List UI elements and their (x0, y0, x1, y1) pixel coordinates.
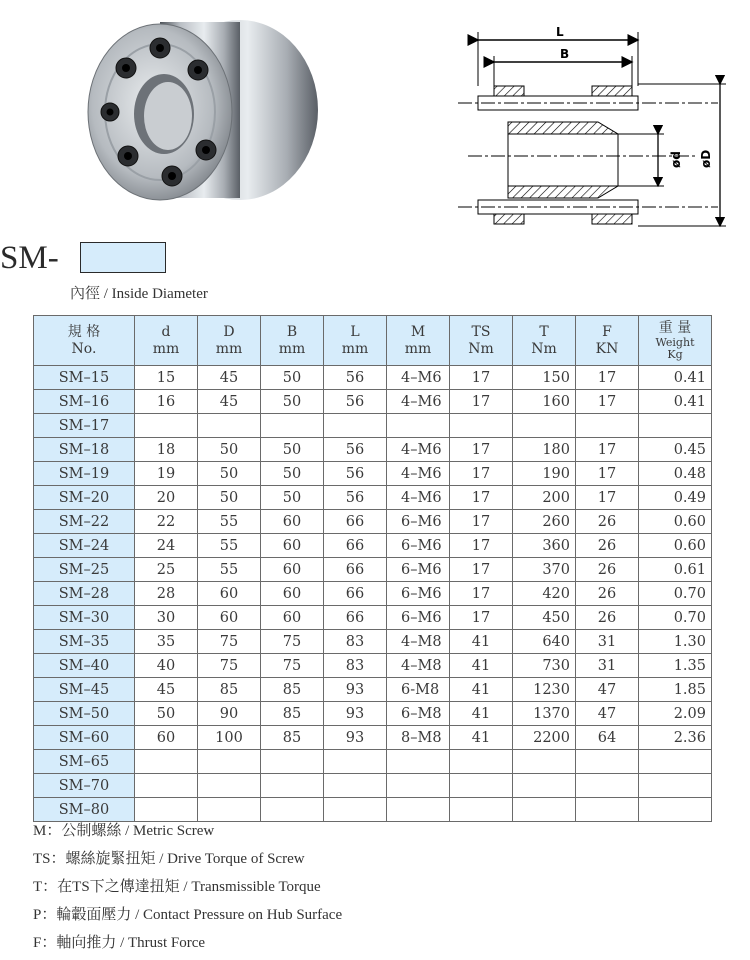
column-header-bottom: Kg (667, 348, 683, 361)
table-cell (198, 750, 261, 774)
table-cell: 56 (324, 390, 387, 414)
table-cell: 50 (261, 366, 324, 390)
table-cell: 41 (450, 630, 513, 654)
table-cell: 1230 (513, 678, 576, 702)
table-cell: 190 (513, 462, 576, 486)
table-cell: 0.60 (639, 534, 712, 558)
dim-label-L: L (556, 25, 564, 39)
table-cell: 30 (135, 606, 198, 630)
table-cell: 50 (261, 486, 324, 510)
table-cell: 56 (324, 462, 387, 486)
column-header (576, 316, 639, 366)
model-prefix: SM- (0, 240, 59, 276)
column-header-top: B (286, 323, 298, 340)
table-cell: 93 (324, 726, 387, 750)
table-cell: 6–M6 (387, 510, 450, 534)
table-cell: 41 (450, 678, 513, 702)
table-row (34, 702, 712, 726)
table-cell: 60 (198, 606, 261, 630)
table-cell (639, 750, 712, 774)
table-cell (576, 774, 639, 798)
column-header-top: TS (471, 323, 491, 340)
table-cell: 50 (261, 438, 324, 462)
table-cell: 90 (198, 702, 261, 726)
table-cell: 26 (576, 558, 639, 582)
table-cell: 20 (135, 486, 198, 510)
table-cell: 75 (198, 630, 261, 654)
table-cell: 360 (513, 534, 576, 558)
table-cell: 17 (450, 366, 513, 390)
table-cell: 85 (261, 678, 324, 702)
table-cell: 56 (324, 438, 387, 462)
table-cell (261, 774, 324, 798)
table-cell (261, 414, 324, 438)
table-cell: 66 (324, 510, 387, 534)
table-cell: 6–M6 (387, 558, 450, 582)
table-cell: 50 (198, 462, 261, 486)
table-cell: 0.48 (639, 462, 712, 486)
model-cell: SM–28 (34, 582, 135, 606)
table-cell: 50 (198, 486, 261, 510)
model-cell: SM–15 (34, 366, 135, 390)
table-cell: 730 (513, 654, 576, 678)
model-cell: SM–50 (34, 702, 135, 726)
table-cell: 26 (576, 510, 639, 534)
table-cell (450, 414, 513, 438)
column-header-top: T (539, 323, 549, 340)
table-cell: 85 (261, 702, 324, 726)
table-cell: 40 (135, 654, 198, 678)
table-cell: 17 (450, 438, 513, 462)
table-cell: 83 (324, 654, 387, 678)
table-row (34, 390, 712, 414)
table-cell: 0.45 (639, 438, 712, 462)
table-cell (513, 798, 576, 822)
column-header-bottom: mm (278, 340, 306, 357)
table-cell (135, 774, 198, 798)
note-line: M：公制螺絲 / Metric Screw (33, 823, 215, 839)
table-cell (261, 798, 324, 822)
table-cell: 0.41 (639, 366, 712, 390)
table-cell: 1370 (513, 702, 576, 726)
table-row (34, 798, 712, 822)
table-cell: 66 (324, 606, 387, 630)
table-cell: 41 (450, 726, 513, 750)
table-cell: 4–M6 (387, 438, 450, 462)
table-cell: 17 (576, 462, 639, 486)
column-header-top: L (350, 323, 360, 340)
column-header-top: D (223, 323, 235, 340)
model-cell: SM–45 (34, 678, 135, 702)
table-cell: 64 (576, 726, 639, 750)
column-header (34, 316, 135, 366)
table-cell: 0.41 (639, 390, 712, 414)
column-header (387, 316, 450, 366)
table-cell: 60 (261, 534, 324, 558)
table-cell: 41 (450, 654, 513, 678)
table-cell: 260 (513, 510, 576, 534)
table-cell (387, 414, 450, 438)
table-cell (261, 750, 324, 774)
table-cell (513, 414, 576, 438)
table-cell: 28 (135, 582, 198, 606)
table-cell: 83 (324, 630, 387, 654)
table-cell: 47 (576, 678, 639, 702)
table-cell: 26 (576, 606, 639, 630)
dim-label-D: øD (699, 149, 713, 168)
table-row (34, 774, 712, 798)
table-cell: 31 (576, 654, 639, 678)
table-cell: 17 (576, 390, 639, 414)
table-cell: 0.49 (639, 486, 712, 510)
table-cell: 18 (135, 438, 198, 462)
note-line: T：在TS下之傳達扭矩 / Transmissible Torque (33, 879, 321, 895)
model-cell: SM–25 (34, 558, 135, 582)
dim-label-d: ød (669, 151, 683, 168)
table-cell: 0.60 (639, 510, 712, 534)
table-cell: 0.70 (639, 582, 712, 606)
table-cell: 17 (576, 438, 639, 462)
model-cell: SM–16 (34, 390, 135, 414)
table-cell (324, 750, 387, 774)
table-cell: 0.61 (639, 558, 712, 582)
table-cell: 50 (198, 438, 261, 462)
column-header-bottom: mm (341, 340, 369, 357)
table-cell: 60 (261, 582, 324, 606)
model-cell: SM–80 (34, 798, 135, 822)
table-cell: 6–M6 (387, 606, 450, 630)
column-header-top: F (602, 323, 612, 340)
table-cell: 17 (450, 558, 513, 582)
table-header-row (34, 316, 712, 366)
note-line: F：軸向推力 / Thrust Force (33, 935, 206, 951)
table-cell: 60 (261, 606, 324, 630)
table-cell: 45 (198, 366, 261, 390)
column-header (261, 316, 324, 366)
table-cell: 17 (450, 534, 513, 558)
table-cell: 4–M6 (387, 486, 450, 510)
table-cell: 200 (513, 486, 576, 510)
table-cell: 4–M8 (387, 654, 450, 678)
table-cell: 31 (576, 630, 639, 654)
table-cell: 55 (198, 510, 261, 534)
table-cell: 19 (135, 462, 198, 486)
table-cell: 4–M6 (387, 462, 450, 486)
column-header-bottom: KN (595, 340, 619, 357)
column-header-bottom: mm (404, 340, 432, 357)
table-cell: 56 (324, 486, 387, 510)
column-header-bottom: mm (215, 340, 243, 357)
table-cell: 6–M8 (387, 702, 450, 726)
table-cell: 85 (198, 678, 261, 702)
table-row (34, 558, 712, 582)
table-cell: 370 (513, 558, 576, 582)
table-row (34, 462, 712, 486)
table-cell: 55 (198, 534, 261, 558)
table-cell: 24 (135, 534, 198, 558)
table-cell: 2.36 (639, 726, 712, 750)
dim-label-B: B (560, 47, 570, 61)
column-header-top: 重 量 (658, 320, 692, 336)
table-cell: 75 (261, 654, 324, 678)
table-cell: 640 (513, 630, 576, 654)
table-cell: 150 (513, 366, 576, 390)
model-cell: SM–24 (34, 534, 135, 558)
table-row (34, 678, 712, 702)
table-row (34, 606, 712, 630)
table-cell: 1.35 (639, 654, 712, 678)
column-header-bottom: Nm (531, 340, 557, 357)
table-cell (387, 798, 450, 822)
table-cell (324, 798, 387, 822)
table-cell: 6–M6 (387, 582, 450, 606)
column-header-top: 規 格 (67, 323, 101, 340)
table-cell (135, 414, 198, 438)
table-cell (198, 414, 261, 438)
column-header (324, 316, 387, 366)
column-header-bottom: mm (152, 340, 180, 357)
table-cell: 26 (576, 534, 639, 558)
table-cell: 0.70 (639, 606, 712, 630)
table-cell: 50 (261, 390, 324, 414)
table-row (34, 534, 712, 558)
table-cell: 17 (450, 582, 513, 606)
table-cell: 160 (513, 390, 576, 414)
table-row (34, 582, 712, 606)
model-cell: SM–17 (34, 414, 135, 438)
table-cell: 17 (450, 462, 513, 486)
table-cell (324, 414, 387, 438)
table-cell (135, 798, 198, 822)
table-cell: 1.85 (639, 678, 712, 702)
table-cell: 4–M8 (387, 630, 450, 654)
table-cell: 6–M6 (387, 534, 450, 558)
table-cell (639, 798, 712, 822)
model-cell: SM–20 (34, 486, 135, 510)
table-cell (576, 750, 639, 774)
table-cell (513, 774, 576, 798)
model-caption: 內徑 / Inside Diameter (70, 286, 208, 302)
table-cell (450, 750, 513, 774)
table-cell: 93 (324, 678, 387, 702)
table-cell (513, 750, 576, 774)
table-cell: 93 (324, 702, 387, 726)
table-cell: 17 (450, 486, 513, 510)
column-header-bottom: No. (71, 340, 97, 357)
table-row (34, 726, 712, 750)
table-cell: 26 (576, 582, 639, 606)
table-cell: 75 (261, 630, 324, 654)
table-cell: 60 (261, 558, 324, 582)
table-cell: 56 (324, 366, 387, 390)
spec-table (33, 315, 712, 822)
table-cell: 17 (576, 366, 639, 390)
table-cell: 4–M6 (387, 366, 450, 390)
table-cell: 8–M8 (387, 726, 450, 750)
table-cell: 47 (576, 702, 639, 726)
table-cell: 420 (513, 582, 576, 606)
table-cell: 50 (135, 702, 198, 726)
column-header (639, 316, 712, 366)
table-cell: 35 (135, 630, 198, 654)
table-cell: 17 (450, 510, 513, 534)
table-cell (135, 750, 198, 774)
column-header (513, 316, 576, 366)
column-header (198, 316, 261, 366)
table-cell: 45 (135, 678, 198, 702)
table-cell (198, 774, 261, 798)
table-cell: 41 (450, 702, 513, 726)
model-cell: SM–60 (34, 726, 135, 750)
column-header-mid: Weight (655, 336, 695, 349)
table-cell: 22 (135, 510, 198, 534)
table-cell: 15 (135, 366, 198, 390)
table-cell: 17 (450, 390, 513, 414)
table-row (34, 654, 712, 678)
model-cell: SM–18 (34, 438, 135, 462)
table-cell: 2.09 (639, 702, 712, 726)
table-cell: 180 (513, 438, 576, 462)
table-cell (450, 774, 513, 798)
table-row (34, 414, 712, 438)
table-row (34, 438, 712, 462)
model-cell: SM–40 (34, 654, 135, 678)
table-cell: 1.30 (639, 630, 712, 654)
model-cell: SM–22 (34, 510, 135, 534)
table-cell: 85 (261, 726, 324, 750)
inside-diameter-box (80, 242, 166, 273)
table-cell (324, 774, 387, 798)
column-header-bottom: Nm (468, 340, 494, 357)
table-row (34, 486, 712, 510)
table-cell: 60 (198, 582, 261, 606)
table-cell: 66 (324, 534, 387, 558)
table-cell: 6-M8 (387, 678, 450, 702)
model-cell: SM–19 (34, 462, 135, 486)
model-cell: SM–65 (34, 750, 135, 774)
table-cell: 25 (135, 558, 198, 582)
table-cell: 55 (198, 558, 261, 582)
table-cell (576, 798, 639, 822)
table-cell (387, 774, 450, 798)
table-cell: 45 (198, 390, 261, 414)
table-cell (198, 798, 261, 822)
table-cell: 17 (576, 486, 639, 510)
model-cell: SM–30 (34, 606, 135, 630)
column-header (450, 316, 513, 366)
note-line: P：輪轂面壓力 / Contact Pressure on Hub Surface (33, 907, 343, 923)
table-cell: 100 (198, 726, 261, 750)
table-cell (639, 774, 712, 798)
table-cell: 60 (135, 726, 198, 750)
table-row (34, 750, 712, 774)
table-cell: 50 (261, 462, 324, 486)
product-photo (60, 10, 330, 220)
table-cell (576, 414, 639, 438)
model-cell: SM–35 (34, 630, 135, 654)
table-row (34, 366, 712, 390)
table-cell: 4–M6 (387, 390, 450, 414)
table-cell (450, 798, 513, 822)
column-header-top: M (410, 323, 426, 340)
table-cell: 66 (324, 558, 387, 582)
column-header (135, 316, 198, 366)
column-header-top: d (161, 323, 171, 340)
table-row (34, 510, 712, 534)
note-line: TS：螺絲旋緊扭矩 / Drive Torque of Screw (33, 851, 305, 867)
table-cell (639, 414, 712, 438)
table-cell: 16 (135, 390, 198, 414)
table-cell: 2200 (513, 726, 576, 750)
model-cell: SM–70 (34, 774, 135, 798)
table-row (34, 630, 712, 654)
table-cell: 450 (513, 606, 576, 630)
table-cell (387, 750, 450, 774)
table-cell: 17 (450, 606, 513, 630)
table-cell: 66 (324, 582, 387, 606)
notes (33, 820, 342, 960)
table-cell: 60 (261, 510, 324, 534)
technical-drawing (448, 16, 728, 236)
table-cell: 75 (198, 654, 261, 678)
